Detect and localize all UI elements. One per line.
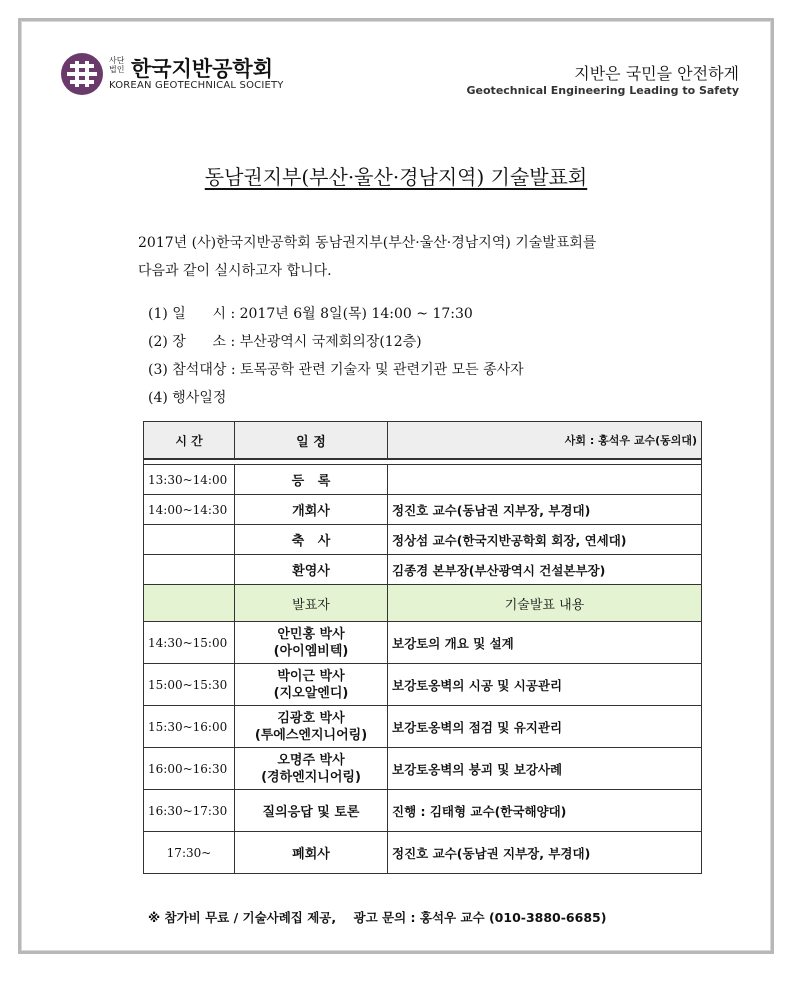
document-title: 동남권지부(부산·울산·경남지역) 기술발표회 xyxy=(204,165,588,189)
presenter-header-row xyxy=(144,585,702,622)
row-program: 축 사 xyxy=(235,525,388,555)
presenter-org: (아이엠비텍) xyxy=(273,643,349,659)
row-time xyxy=(144,525,235,555)
row-time: 17:30~ xyxy=(144,832,235,874)
presenter-org: (경하엔지니어링) xyxy=(261,769,361,785)
schedule-table xyxy=(143,421,702,874)
presenter-header-program: 발표자 xyxy=(235,585,388,622)
table-row xyxy=(144,465,702,495)
info-item-audience: (3) 참석대상 : 토목공학 관련 기술자 및 관련기관 모든 종사자 xyxy=(148,362,524,378)
row-desc: 보강토옹벽의 시공 및 시공관리 xyxy=(388,664,702,706)
schedule-header-row xyxy=(144,422,702,460)
table-row xyxy=(144,525,702,555)
presenter-header-time xyxy=(144,585,235,622)
presenter-name: 김광호 박사 xyxy=(277,710,345,726)
presenter-name: 박이근 박사 xyxy=(277,668,345,684)
intro-paragraph xyxy=(138,229,718,285)
row-desc: 보강토의 개요 및 설계 xyxy=(388,622,702,664)
row-desc: 정진호 교수(동남권 지부장, 부경대) xyxy=(388,495,702,525)
logo-small-text: 사단 법인 xyxy=(109,56,125,74)
row-desc: 정상섬 교수(한국지반공학회 회장, 연세대) xyxy=(388,525,702,555)
info-item-date: (1) 일 시 : 2017년 6월 8일(목) 14:00 ~ 17:30 xyxy=(148,306,473,322)
row-desc: 보강토옹벽의 붕괴 및 보강사례 xyxy=(388,748,702,790)
table-row xyxy=(144,555,702,585)
row-desc: 김종경 본부장(부산광역시 건설본부장) xyxy=(388,555,702,585)
slogan-english: Geotechnical Engineering Leading to Safety xyxy=(466,84,739,97)
header-time: 시 간 xyxy=(144,422,235,460)
row-time: 16:30~17:30 xyxy=(144,790,235,832)
logo-name: 한국지반공학회 xyxy=(131,57,274,81)
intro-line-2: 다음과 같이 실시하고자 합니다. xyxy=(138,263,332,279)
row-desc: 진행 : 김태형 교수(한국해양대) xyxy=(388,790,702,832)
page-frame xyxy=(18,18,774,954)
row-time: 15:00~15:30 xyxy=(144,664,235,706)
row-desc xyxy=(388,465,702,495)
kgs-logo xyxy=(61,53,321,107)
row-time: 16:00~16:30 xyxy=(144,748,235,790)
table-row xyxy=(144,664,702,706)
row-program: 질의응답 및 토론 xyxy=(235,790,388,832)
info-item-schedule: (4) 행사일정 xyxy=(148,390,227,406)
table-row xyxy=(144,832,702,874)
row-presenter xyxy=(235,706,388,748)
row-desc: 보강토옹벽의 점검 및 유지관리 xyxy=(388,706,702,748)
presenter-name: 오명주 박사 xyxy=(277,752,345,768)
intro-line-1: 2017년 (사)한국지반공학회 동남권지부(부산·울산·경남지역) 기술발표회를 xyxy=(138,235,597,251)
table-row xyxy=(144,706,702,748)
row-program: 등 록 xyxy=(235,465,388,495)
row-program: 개회사 xyxy=(235,495,388,525)
row-time xyxy=(144,555,235,585)
row-program: 환영사 xyxy=(235,555,388,585)
info-list xyxy=(148,300,524,412)
kgs-emblem-icon xyxy=(61,53,103,95)
presenter-org: (지오알엔디) xyxy=(273,685,349,701)
logo-english-name: KOREAN GEOTECHNICAL SOCIETY xyxy=(109,80,284,91)
header-program: 일 정 xyxy=(235,422,388,460)
presenter-header-desc: 기술발표 내용 xyxy=(388,585,702,622)
row-presenter xyxy=(235,664,388,706)
presenter-name: 안민홍 박사 xyxy=(277,626,345,642)
table-row xyxy=(144,790,702,832)
info-item-venue: (2) 장 소 : 부산광역시 국제회의장(12층) xyxy=(148,334,422,350)
row-presenter xyxy=(235,748,388,790)
row-time: 15:30~16:00 xyxy=(144,706,235,748)
row-presenter xyxy=(235,622,388,664)
row-desc: 정진호 교수(동남권 지부장, 부경대) xyxy=(388,832,702,874)
header-moderator: 사회 : 홍석우 교수(동의대) xyxy=(388,422,702,460)
row-time: 14:30~15:00 xyxy=(144,622,235,664)
row-time: 13:30~14:00 xyxy=(144,465,235,495)
footer-note: ※ 참가비 무료 / 기술사례집 제공, 광고 문의 : 홍석우 교수 (010-3880-6685) xyxy=(148,910,607,925)
slogan-korean: 지반은 국민을 안전하게 xyxy=(574,64,739,83)
table-row xyxy=(144,495,702,525)
table-row xyxy=(144,622,702,664)
table-row xyxy=(144,748,702,790)
row-program: 폐회사 xyxy=(235,832,388,874)
row-time: 14:00~14:30 xyxy=(144,495,235,525)
presenter-org: (투에스엔지니어링) xyxy=(254,727,368,743)
